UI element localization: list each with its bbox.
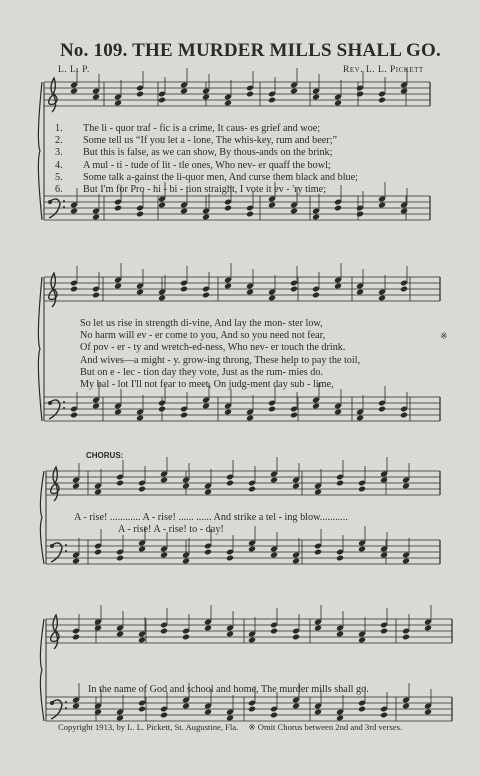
- verse-line-3: 3. But this is false, as we can show, By thous-ands on the brink;: [55, 147, 333, 159]
- verse-line-5: 5. Some talk a-gainst the li-quor men, And curse them black and blue;: [55, 171, 358, 183]
- chorus-line-3: In the name of God and school and home, The murder mills shall go.: [88, 684, 369, 695]
- copyright-text: Copyright 1913, by L. L. Pickett, St. Augustine, Fla.: [58, 722, 239, 732]
- verses-block-1: [55, 123, 358, 196]
- chorus-line-2: A - rise! A - rise! to - day!: [118, 524, 224, 535]
- omit-chorus-mark: ※: [440, 331, 448, 341]
- author-credit: Rev. L. L. Pickett: [343, 65, 424, 75]
- omit-note: ※ Omit Chorus between 2nd and 3rd verses.: [248, 722, 403, 732]
- chorus-line-1: A - rise! ............ A - rise! ...... ...... And strike a tel - ing blow...........: [74, 512, 348, 523]
- verse-line-4: 4. A mul - ti - tude of lit - tle ones, Who nev- er quaff the bowl;: [55, 159, 331, 171]
- hymn-title: No. 109. THE MURDER MILLS SHALL GO.: [60, 40, 441, 61]
- verse-line-1: 1. The li - quor traf - fic is a crime, It caus- es grief and woe;: [55, 123, 321, 134]
- verse-line-5b: But on e - lec - tion day they vote, Just as the rum- mies do.: [80, 366, 324, 378]
- composer-initials: L. L. P.: [58, 65, 90, 75]
- verse-line-4b: And wives—a might - y. grow-ing throng, These help to pay the toil,: [80, 354, 361, 366]
- copyright-line: [58, 722, 402, 733]
- chorus-label: CHORUS:: [86, 451, 124, 460]
- verse-line-6b: My bal - lot I'll not fear to meet, On judg-ment day sub - lime,: [80, 379, 334, 391]
- verses-block-2: [80, 318, 360, 391]
- verse-line-3b: Of pov - er - ty and wretch-ed-ness, Who nev- er touch the drink.: [80, 342, 346, 354]
- verse-line-2: 2. Some tell us “If you let a - lone, The whis-key, rum and beer;”: [55, 135, 338, 147]
- verse-line-6: 6. But I'm for Pro - hi - bi - tion straight, I vote it ev - 'ry time;: [55, 184, 327, 196]
- verse-line-1b: So let us rise in strength di-vine, And lay the mon- ster low,: [80, 318, 323, 329]
- verse-line-2b: No harm will ev - er come to you, And so you need not fear,: [80, 330, 326, 342]
